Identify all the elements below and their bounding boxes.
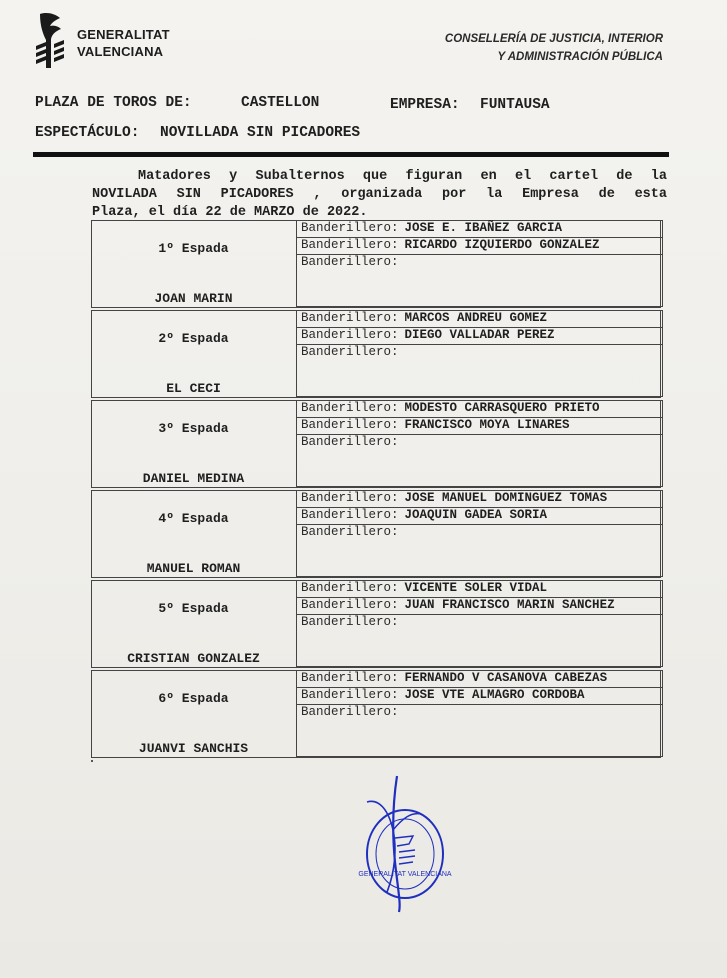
- banderillero-row: [296, 687, 663, 705]
- espada-rank: 4º Espada: [158, 511, 229, 526]
- banderillero-row: [296, 327, 663, 345]
- banderillero-row: [296, 310, 663, 328]
- empresa-value: FUNTAUSA: [480, 97, 550, 113]
- intro-line1: Matadores y Subalternos que figuran en el cartel de la: [138, 169, 667, 184]
- banderillero-row: [296, 597, 663, 615]
- banderillero-name: MODESTO CARRASQUERO PRIETO: [404, 401, 600, 415]
- banderillero-label: Banderillero:: [301, 328, 399, 342]
- banderillero-row: [296, 344, 663, 397]
- banderillero-row: [296, 670, 663, 688]
- espectaculo-label: ESPECTÁCULO:: [35, 125, 140, 141]
- org-name-line2: VALENCIANA: [77, 44, 164, 59]
- banderillero-label: Banderillero:: [301, 255, 399, 269]
- banderillero-row: [296, 580, 663, 598]
- plaza-value: CASTELLON: [241, 95, 320, 111]
- banderillero-row: [296, 434, 663, 487]
- banderillero-name: MARCOS ANDREU GOMEZ: [404, 311, 548, 325]
- empresa-label: EMPRESA:: [390, 97, 460, 113]
- banderillero-label: Banderillero:: [301, 435, 399, 449]
- banderillero-label: Banderillero:: [301, 221, 399, 235]
- banderillero-row: [296, 614, 663, 667]
- intro-paragraph: [92, 168, 667, 222]
- espada-block-3: [91, 400, 661, 488]
- banderilleros-list: [296, 670, 663, 742]
- banderillero-label: Banderillero:: [301, 671, 399, 685]
- banderillero-label: Banderillero:: [301, 508, 399, 522]
- intro-line3: Plaza, el día 22 de MARZO de 2022.: [92, 205, 368, 220]
- banderillero-name: JOSE MANUEL DOMINGUEZ TOMAS: [404, 491, 608, 505]
- banderilleros-list: [296, 580, 663, 652]
- banderillero-name: JOAQUIN GADEA SORIA: [404, 508, 548, 522]
- conselleria-line1: CONSELLERÍA DE JUSTICIA, INTERIOR: [444, 33, 663, 45]
- banderillero-row: [296, 524, 663, 577]
- banderillero-label: Banderillero:: [301, 615, 399, 629]
- banderillero-row: [296, 417, 663, 435]
- banderillero-label: Banderillero:: [301, 311, 399, 325]
- banderillero-row: [296, 237, 663, 255]
- matador-name: MANUEL ROMAN: [146, 561, 241, 576]
- espada-block-1: [91, 220, 661, 308]
- banderillero-label: Banderillero:: [301, 598, 399, 612]
- banderillero-name: DIEGO VALLADAR PEREZ: [404, 328, 555, 342]
- banderillero-label: Banderillero:: [301, 688, 399, 702]
- matador-name: CRISTIAN GONZALEZ: [127, 651, 260, 666]
- banderillero-label: Banderillero:: [301, 401, 399, 415]
- org-name-line1: GENERALITAT: [77, 27, 170, 42]
- generalitat-logo-icon: [34, 10, 68, 70]
- espada-block-6: [91, 670, 661, 758]
- banderillero-label: Banderillero:: [301, 345, 399, 359]
- banderilleros-list: [296, 220, 663, 292]
- banderillero-row: [296, 254, 663, 307]
- official-stamp-seal: [355, 772, 455, 917]
- espada-block-4: [91, 490, 661, 578]
- banderillero-name: FERNANDO V CASANOVA CABEZAS: [404, 671, 608, 685]
- header-divider: [33, 152, 669, 157]
- banderillero-row: [296, 507, 663, 525]
- banderillero-name: FRANCISCO MOYA LINARES: [404, 418, 570, 432]
- banderillero-label: Banderillero:: [301, 581, 399, 595]
- espada-rank: 1º Espada: [158, 241, 229, 256]
- banderilleros-list: [296, 310, 663, 382]
- conselleria-line2: Y ADMINISTRACIÓN PÚBLICA: [497, 51, 663, 63]
- banderillero-name: JOSE E. IBAÑEZ GARCIA: [404, 221, 563, 235]
- matador-name: JOAN MARIN: [154, 291, 233, 306]
- banderillero-name: VICENTE SOLER VIDAL: [404, 581, 548, 595]
- matador-name: DANIEL MEDINA: [142, 471, 245, 486]
- intro-line2: NOVILADA SIN PICADORES , organizada por la Empresa de esta: [92, 187, 667, 202]
- espada-block-5: [91, 580, 661, 668]
- banderillero-name: JUAN FRANCISCO MARIN SANCHEZ: [404, 598, 615, 612]
- banderillero-row: [296, 490, 663, 508]
- banderilleros-list: [296, 490, 663, 562]
- espada-rank: 3º Espada: [158, 421, 229, 436]
- banderillero-name: JOSE VTE ALMAGRO CORDOBA: [404, 688, 585, 702]
- banderillero-label: Banderillero:: [301, 238, 399, 252]
- espada-rank: 5º Espada: [158, 601, 229, 616]
- matador-name: EL CECI: [166, 381, 221, 396]
- banderillero-label: Banderillero:: [301, 418, 399, 432]
- espada-rank: 2º Espada: [158, 331, 229, 346]
- espectaculo-value: NOVILLADA SIN PICADORES: [160, 125, 361, 141]
- speck: [91, 760, 93, 762]
- banderillero-row: [296, 220, 663, 238]
- espada-block-2: [91, 310, 661, 398]
- banderillero-name: RICARDO IZQUIERDO GONZALEZ: [404, 238, 600, 252]
- banderillero-label: Banderillero:: [301, 491, 399, 505]
- banderillero-row: [296, 704, 663, 757]
- stamp-text: GENERALITAT VALENCIANA: [358, 871, 452, 878]
- banderillero-label: Banderillero:: [301, 705, 399, 719]
- banderillero-label: Banderillero:: [301, 525, 399, 539]
- matador-name: JUANVI SANCHIS: [138, 741, 249, 756]
- banderilleros-list: [296, 400, 663, 472]
- plaza-label: PLAZA DE TOROS DE:: [35, 95, 192, 111]
- espada-rank: 6º Espada: [158, 691, 229, 706]
- banderillero-row: [296, 400, 663, 418]
